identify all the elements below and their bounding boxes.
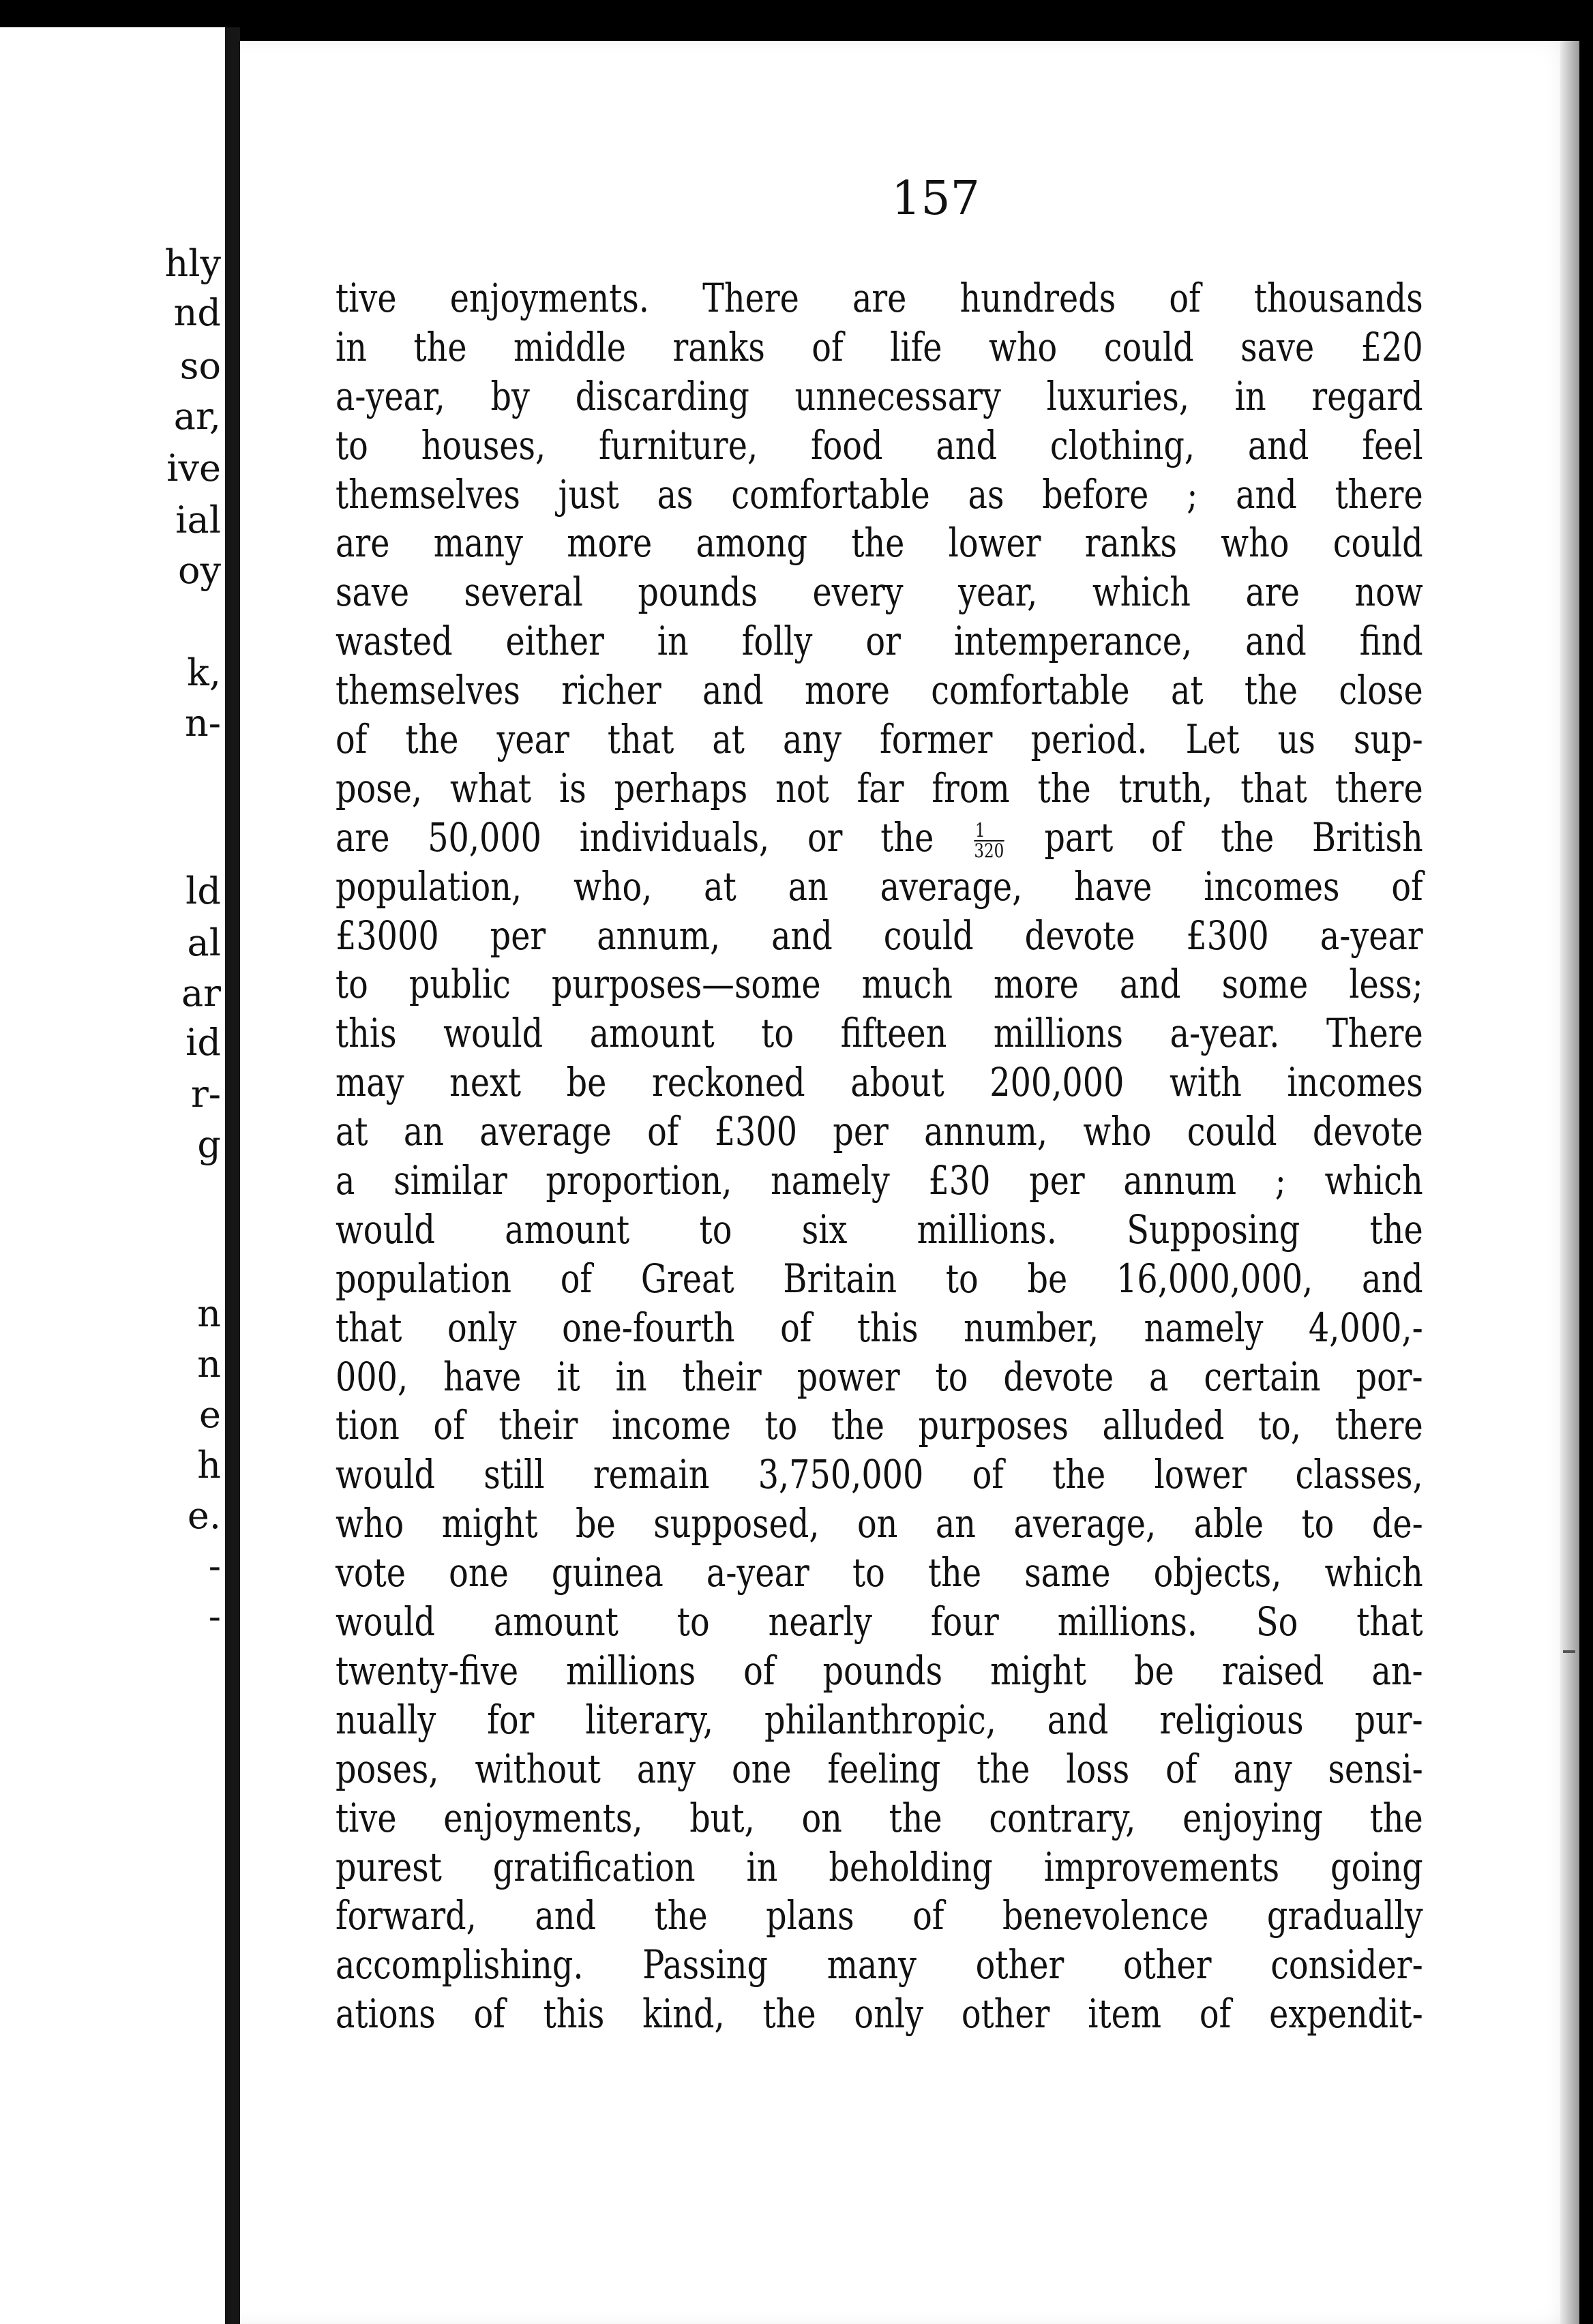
facing-page-fragment: - bbox=[208, 1545, 221, 1588]
fraction-denominator: 320 bbox=[974, 839, 1004, 862]
facing-page-fragment: ive bbox=[166, 447, 221, 490]
facing-page bbox=[0, 27, 225, 2324]
text-line: poses, without any one feeling the loss of any sensi- bbox=[336, 1745, 1423, 1792]
facing-page-fragment: ar, bbox=[173, 395, 221, 438]
text-line: who might be supposed, on an average, able to de- bbox=[336, 1500, 1423, 1547]
facing-page-fragment: id bbox=[185, 1021, 221, 1064]
facing-page-fragment: r- bbox=[190, 1073, 221, 1116]
text-line: population, who, at an average, have incomes of bbox=[336, 863, 1423, 910]
facing-page-fragment: e. bbox=[187, 1494, 221, 1537]
facing-page-fragment: e bbox=[199, 1393, 221, 1436]
facing-page-fragment: so bbox=[179, 344, 221, 387]
page-number: 157 bbox=[891, 172, 980, 226]
facing-page-fragment: nd bbox=[173, 291, 221, 334]
page-edge-shadow bbox=[1560, 41, 1579, 2324]
fraction-numerator: 1 bbox=[974, 821, 1004, 841]
text-line: would amount to six millions. Supposing the bbox=[336, 1206, 1423, 1253]
text-line: in the middle ranks of life who could save £20 bbox=[336, 323, 1423, 370]
text-line: vote one guinea a-year to the same objects, which bbox=[336, 1549, 1423, 1596]
facing-page-fragment: n bbox=[197, 1343, 221, 1386]
text-line: wasted either in folly or intemperance, and find bbox=[336, 618, 1423, 665]
text-line: £3000 per annum, and could devote £300 a-year bbox=[336, 912, 1423, 959]
text-line: tive enjoyments, but, on the contrary, enjoying the bbox=[336, 1794, 1423, 1841]
text-line-segment: part of the British bbox=[1044, 814, 1423, 861]
text-line: a-year, by discarding unnecessary luxuries, in regard bbox=[336, 372, 1423, 419]
text-line: would still remain 3,750,000 of the lower classes, bbox=[336, 1451, 1423, 1498]
margin-mark bbox=[1563, 1650, 1575, 1653]
facing-page-fragment: k, bbox=[187, 651, 221, 694]
facing-page-fragment: h bbox=[197, 1444, 221, 1487]
text-line: a similar proportion, namely £30 per annum ; which bbox=[336, 1157, 1423, 1204]
facing-page-fragment: n- bbox=[184, 702, 221, 745]
text-line: would amount to nearly four millions. So that bbox=[336, 1598, 1423, 1645]
text-line: purest gratification in beholding improvements going bbox=[336, 1843, 1423, 1890]
text-line: ations of this kind, the only other item of expendit- bbox=[336, 1991, 1423, 2038]
facing-page-fragment: hly bbox=[164, 242, 221, 285]
text-line: may next be reckoned about 200,000 with incomes bbox=[336, 1059, 1423, 1106]
facing-page-fragment: ar bbox=[181, 972, 221, 1015]
text-line: nually for literary, philanthropic, and religious pur- bbox=[336, 1696, 1423, 1743]
text-line: of the year that at any former period. Let us sup- bbox=[336, 716, 1423, 763]
facing-page-fragment: oy bbox=[177, 549, 221, 592]
fraction bbox=[974, 818, 1004, 862]
text-line: to houses, furniture, food and clothing, and feel bbox=[336, 421, 1423, 468]
text-line: accomplishing. Passing many other other consider- bbox=[336, 1941, 1423, 1988]
text-line: 000, have it in their power to devote a certain por- bbox=[336, 1353, 1423, 1400]
text-line: themselves richer and more comfortable at the close bbox=[336, 667, 1423, 714]
text-line: population of Great Britain to be 16,000,000, and bbox=[336, 1255, 1423, 1302]
facing-page-fragment: g bbox=[197, 1123, 221, 1166]
text-line bbox=[336, 814, 1423, 863]
text-line: at an average of £300 per annum, who could devote bbox=[336, 1108, 1423, 1155]
text-line: to public purposes—some much more and some less; bbox=[336, 961, 1423, 1008]
facing-page-fragment: - bbox=[208, 1595, 221, 1638]
text-line: pose, what is perhaps not far from the truth, that there bbox=[336, 764, 1423, 811]
facing-page-fragment: ld bbox=[185, 869, 221, 912]
book-page bbox=[240, 41, 1579, 2324]
text-line: this would amount to fifteen millions a-year. There bbox=[336, 1010, 1423, 1057]
text-line: tion of their income to the purposes alluded to, there bbox=[336, 1402, 1423, 1449]
page-body-text bbox=[336, 274, 1423, 2039]
text-line: are many more among the lower ranks who could bbox=[336, 520, 1423, 567]
facing-page-fragment: al bbox=[187, 921, 221, 964]
facing-page-fragment: ial bbox=[175, 498, 221, 541]
text-line: twenty-five millions of pounds might be raised an- bbox=[336, 1647, 1423, 1694]
text-line: themselves just as comfortable as before ; and there bbox=[336, 471, 1423, 518]
text-line-segment: are 50,000 individuals, or the bbox=[336, 814, 934, 861]
text-line: forward, and the plans of benevolence gradually bbox=[336, 1892, 1423, 1939]
text-line: that only one-fourth of this number, namely 4,000,- bbox=[336, 1304, 1423, 1351]
text-line: save several pounds every year, which are now bbox=[336, 569, 1423, 616]
page-gutter bbox=[225, 27, 240, 2324]
text-line: tive enjoyments. There are hundreds of thousands bbox=[336, 275, 1423, 321]
facing-page-fragment: n bbox=[197, 1292, 221, 1335]
